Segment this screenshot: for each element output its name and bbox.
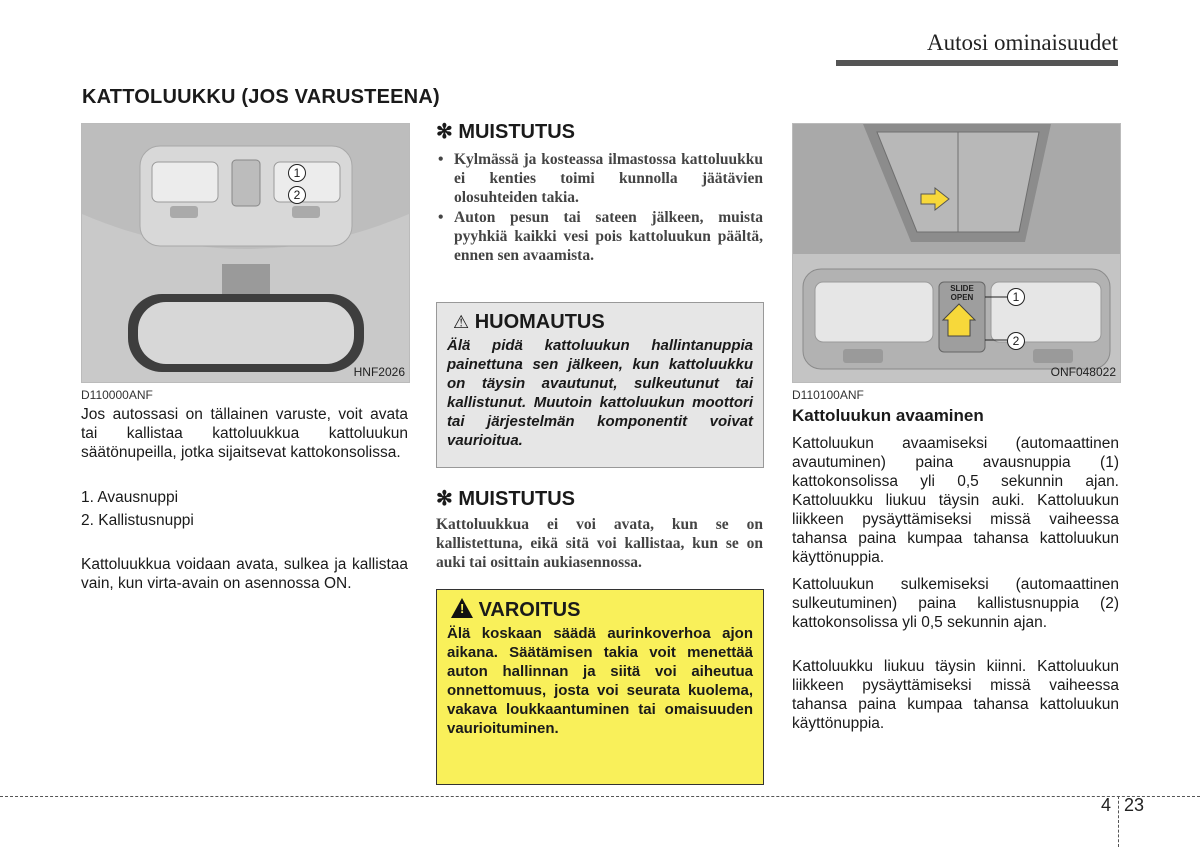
header-bar — [836, 60, 1118, 66]
figure-id: ONF048022 — [1050, 365, 1116, 379]
section-title: KATTOLUUKKU (JOS VARUSTEENA) — [82, 86, 440, 108]
note-title: MUISTUTUS — [458, 121, 575, 143]
caution-text: Älä pidä kattoluukun hallintanuppia painettuna sen jälkeen, kun kattoluukku on täysin avautunut, sulkeutunut tai kallistunut. Muutoin kattoluukun moottori tai järjestelmän komponentit voivat vaurioitua. — [447, 337, 753, 449]
warning-heading — [451, 598, 753, 622]
chapter-number: 4 — [1101, 795, 1112, 815]
note-text: Kattoluukkua ei voi avata, kun se on kallistettuna, eikä sitä voi kallistaa, kun se on auki tai osittain aukiasennossa. — [436, 516, 763, 571]
callout-1: 1 — [288, 164, 306, 182]
callout-1: 1 — [1007, 288, 1025, 306]
running-header: Autosi ominaisuudet — [926, 30, 1118, 55]
caution-title: HUOMAUTUS — [474, 311, 605, 333]
figure-id: HNF2026 — [353, 365, 405, 379]
open-paragraph: Kattoluukun avaamiseksi (automaattinen avautuminen) paina avausnuppia (1) kattokonsolissa yli 0,5 sekunnin ajan. Kattoluukku liukuu täysin auki. Kattoluukun liikkeen pysäyttämiseksi missä vaiheessa tahansa paina kumpaa tahansa kattoluukun käyttönuppia. — [792, 435, 1119, 566]
overhead-console-figure — [81, 123, 410, 383]
note-bullet-1 — [436, 150, 763, 207]
note-bullet-2 — [436, 208, 763, 265]
callout-2: 2 — [288, 186, 306, 204]
button-label-line-2: OPEN — [950, 293, 974, 302]
warning-icon-mark: ! — [460, 601, 465, 616]
sunroof-illustration — [793, 124, 1120, 382]
note-icon: ✻ — [436, 488, 453, 510]
figure-code: D110000ANF — [81, 388, 153, 402]
intro-paragraph: Jos autossasi on tällainen varuste, voit avata tai kallistaa kattoluukkua kattoluukun säätönupeilla, jotka sijaitsevat kattokonsolissa. — [81, 406, 408, 461]
overhead-console-illustration — [82, 124, 409, 382]
callout-2: 2 — [1007, 332, 1025, 350]
footer-divider — [0, 796, 1200, 797]
list-item-2: 2. Kallistusnuppi — [81, 512, 194, 529]
page-number: 23 — [1124, 795, 1145, 815]
note-title: MUISTUTUS — [458, 488, 575, 510]
button-label — [939, 284, 985, 302]
caution-icon: ⚠ — [453, 312, 470, 332]
bullet-text: Auton pesun tai sateen jälkeen, muista pyyhkiä kaikki vesi pois kattoluukun päältä, ennen sen avaamista. — [454, 209, 763, 264]
stop-paragraph: Kattoluukku liukuu täysin kiinni. Kattoluukun liikkeen pysäyttämiseksi missä vaiheessa tahansa paina kumpaa tahansa kattoluukun käyttönuppia. — [792, 658, 1119, 732]
warning-title: VAROITUS — [478, 599, 581, 621]
bullet-icon: • — [438, 151, 444, 168]
caution-heading — [453, 311, 753, 334]
caution-box — [436, 302, 764, 468]
warning-text: Älä koskaan säädä aurinkoverhoa ajon aikana. Säätämisen takia voit menettää auton hallinnan ja siitä voi aiheutua onnettomuus, josta voi seurata kuolema, vakava loukkaantuminen tai omaisuuden vaurioituminen. — [447, 625, 753, 737]
bullet-text: Kylmässä ja kosteassa ilmastossa kattoluukku ei kenties toimi kunnolla jäätävien olosuhteiden takia. — [454, 151, 763, 206]
close-paragraph: Kattoluukun sulkemiseksi (automaattinen sulkeutuminen) paina kallistusnuppia (2) kattokonsolissa yli 0,5 sekunnin ajan. — [792, 576, 1119, 631]
figure-code: D110100ANF — [792, 388, 864, 402]
subheading: Kattoluukun avaaminen — [792, 406, 984, 425]
button-label-line-1: SLIDE — [950, 284, 974, 293]
ignition-paragraph: Kattoluukkua voidaan avata, sulkea ja kallistaa vain, kun virta-avain on asennossa ON. — [81, 556, 408, 592]
bullet-icon: • — [438, 209, 444, 226]
warning-box — [436, 589, 764, 785]
note-icon: ✻ — [436, 121, 453, 143]
warning-icon — [451, 598, 473, 618]
sunroof-figure — [792, 123, 1121, 383]
page-separator — [1118, 796, 1119, 847]
note-heading — [436, 486, 575, 511]
list-item-1: 1. Avausnuppi — [81, 489, 179, 506]
note-heading — [436, 119, 575, 144]
